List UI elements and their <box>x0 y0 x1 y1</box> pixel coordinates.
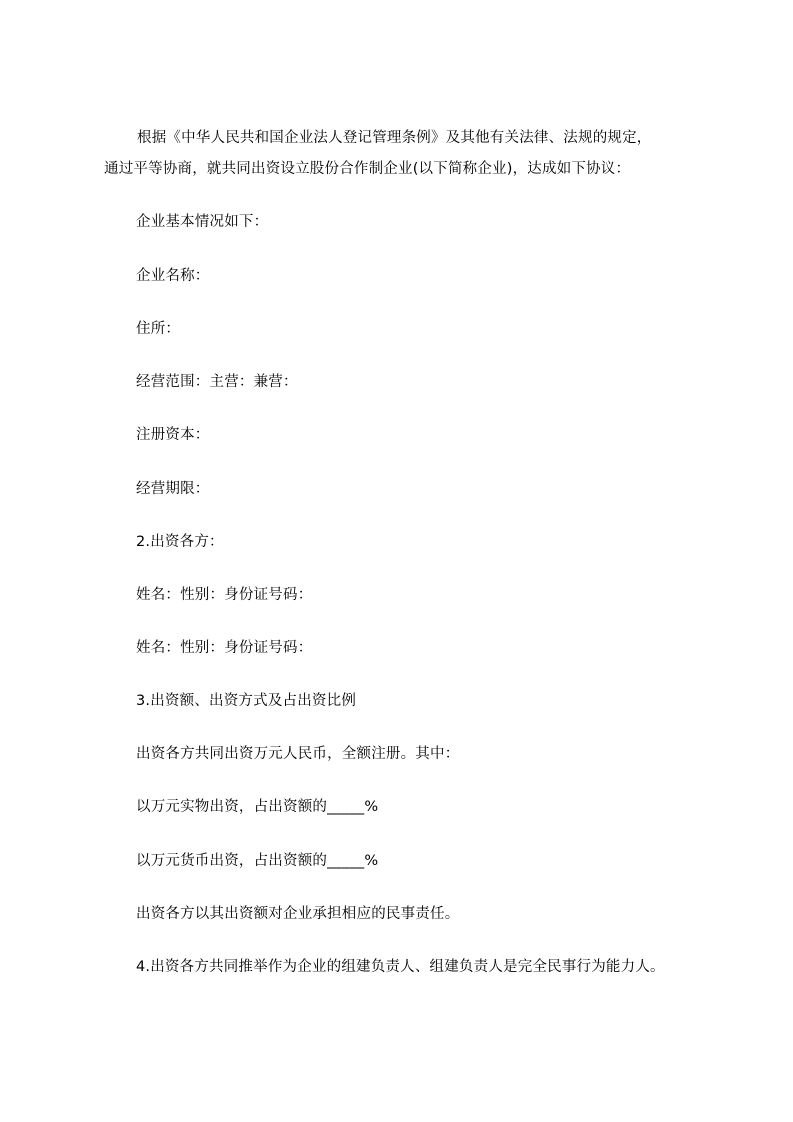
section-heading-investors: 2.出资各方： <box>136 534 224 550</box>
paragraph-investor-1: 姓名：性别：身份证号码： <box>136 587 313 603</box>
paragraph-liability: 出资各方以其出资额对企业承担相应的民事责任。 <box>136 906 460 922</box>
paragraph-in-kind-contribution: 以万元实物出资，占出资额的_____% <box>136 799 379 815</box>
section-heading-organizer: 4.出资各方共同推举作为企业的组建负责人、组建负责人是完全民事行为能力人。 <box>136 959 665 975</box>
section-heading-contribution: 3.出资额、出资方式及占出资比例 <box>136 693 357 709</box>
paragraph-business-scope: 经营范围：主营：兼营： <box>136 374 298 390</box>
paragraph-address: 住所： <box>136 321 181 337</box>
paragraph-cash-contribution: 以万元货币出资，占出资额的_____% <box>136 853 379 869</box>
paragraph-investor-2: 姓名：性别：身份证号码： <box>136 640 313 656</box>
paragraph-business-term: 经营期限： <box>136 481 210 497</box>
paragraph-registered-capital: 注册资本： <box>136 427 210 443</box>
paragraph-company-name: 企业名称： <box>136 268 210 284</box>
intro-line-1: 根据《中华人民共和国企业法人登记管理条例》及其他有关法律、法规的规定， <box>137 130 652 146</box>
paragraph-total-contribution: 出资各方共同出资万元人民币，全额注册。其中： <box>136 746 460 762</box>
intro-line-2: 通过平等协商，就共同出资设立股份合作制企业(以下简称企业)，达成如下协议： <box>104 161 631 177</box>
paragraph-basic-info: 企业基本情况如下： <box>136 214 269 230</box>
